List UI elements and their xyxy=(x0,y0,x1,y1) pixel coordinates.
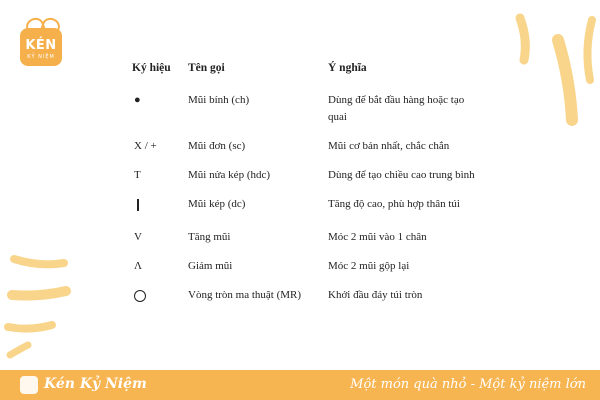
footer-slogan: Một món quà nhỏ - Một kỷ niệm lớn xyxy=(350,377,586,392)
name-cell: Giảm mũi xyxy=(188,260,233,272)
symbol-cell: ● xyxy=(134,94,141,106)
meaning-cell: Mũi cơ bản nhất, chắc chắn xyxy=(328,140,450,152)
name-cell: Mũi kép (dc) xyxy=(188,198,246,210)
table-row xyxy=(126,86,484,132)
table-row xyxy=(126,281,484,314)
vertical-bar-symbol-icon xyxy=(137,199,139,211)
meaning-cell: Dùng để tạo chiều cao trung bình xyxy=(328,169,475,181)
header-meaning: Ý nghĩa xyxy=(328,62,367,74)
name-cell: Mũi đơn (sc) xyxy=(188,140,246,152)
footer-gift-icon xyxy=(20,376,38,394)
symbol-cell xyxy=(126,190,182,223)
meaning-cell: Móc 2 mũi gộp lại xyxy=(328,260,410,272)
name-cell: Mũi bính (ch) xyxy=(188,94,250,106)
header-name: Tên gọi xyxy=(188,62,225,74)
header-symbol: Ký hiệu xyxy=(132,62,171,74)
meaning-cell: Khởi đầu đáy túi tròn xyxy=(328,289,423,301)
table-row xyxy=(126,132,484,161)
meaning-cell: Móc 2 mũi vào 1 chân xyxy=(328,231,427,243)
table-row xyxy=(126,252,484,281)
table-row xyxy=(126,190,484,223)
symbol-cell: X / + xyxy=(134,140,157,152)
circle-symbol-icon xyxy=(134,290,146,302)
symbol-cell: Λ xyxy=(134,260,142,272)
symbol-cell: V xyxy=(134,231,142,243)
name-cell: Mũi nửa kép (hdc) xyxy=(188,169,271,181)
table-row xyxy=(126,161,484,190)
table-header-row xyxy=(126,56,484,86)
name-cell: Tăng mũi xyxy=(188,231,231,243)
symbol-cell xyxy=(126,281,182,314)
crochet-symbol-table xyxy=(126,56,484,314)
symbol-cell: T xyxy=(134,169,141,181)
logo-sub-text: KỶ NIỆM xyxy=(27,54,55,60)
footer-brand: Kén Kỷ Niệm xyxy=(44,376,147,392)
name-cell: Vòng tròn ma thuật (MR) xyxy=(188,289,302,301)
meaning-cell: Tăng độ cao, phù hợp thân túi xyxy=(328,198,460,210)
decorative-strokes-bottom-left xyxy=(0,245,90,370)
ken-ky-niem-logo xyxy=(16,14,66,70)
logo-brand-text: KÉN xyxy=(25,38,57,53)
meaning-cell: Dùng để bắt đầu hàng hoặc tạo quai xyxy=(328,94,465,123)
table-row xyxy=(126,223,484,252)
footer-banner xyxy=(0,370,600,400)
decorative-strokes-top-right xyxy=(480,10,600,150)
